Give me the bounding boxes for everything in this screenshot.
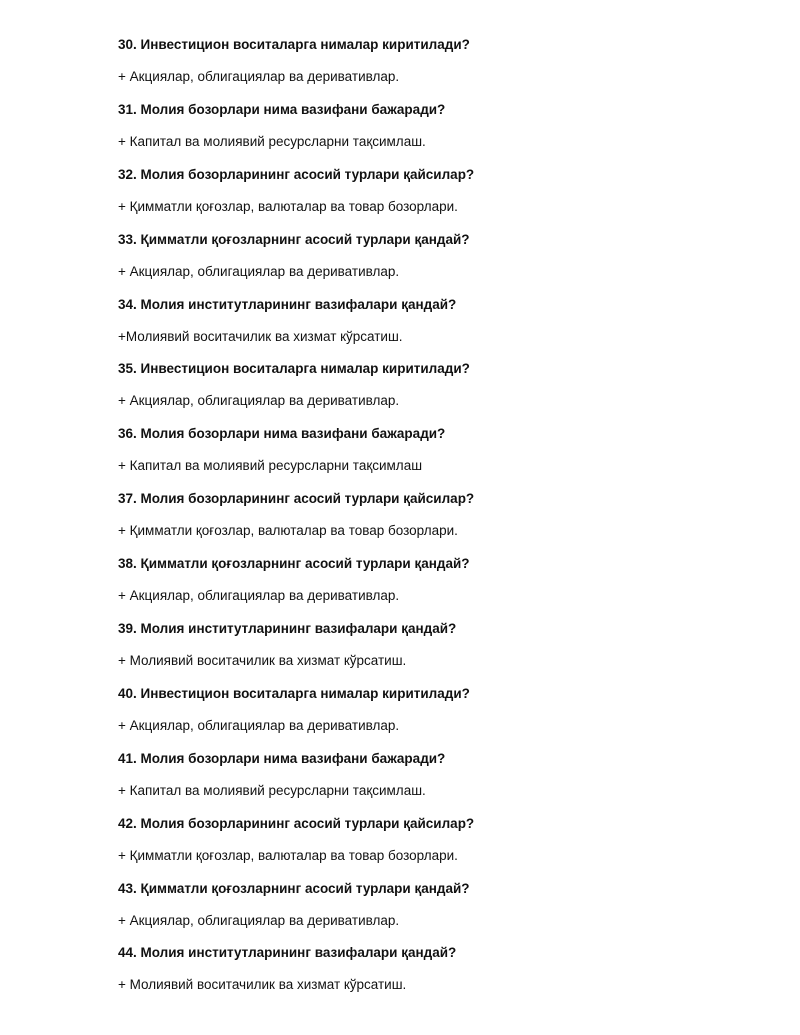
question-text: 37. Молия бозорларининг асосий турлари қайсилар? — [118, 491, 475, 507]
answer-text: + Молиявий воситачилик ва хизмат кўрсатиш. — [118, 653, 407, 669]
answer-text: + Акциялар, облигациялар ва деривативлар. — [118, 588, 400, 604]
question-text: 31. Молия бозорлари нима вазифани бажаради? — [118, 101, 446, 117]
question-text: 41. Молия бозорлари нима вазифани бажаради? — [118, 750, 446, 766]
question-text: 35. Инвестицион воситаларга нималар киритилади? — [118, 361, 470, 377]
answer-text: + Қимматли қоғозлар, валюталар ва товар бозорлари. — [118, 523, 458, 539]
answer-text: +Молиявий воситачилик ва хизмат кўрсатиш. — [118, 328, 403, 344]
qa-item — [118, 36, 758, 101]
question-text: 34. Молия институтларининг вазифалари қандай? — [118, 296, 457, 312]
question-text: 44. Молия институтларининг вазифалари қандай? — [118, 945, 457, 961]
question-text: 40. Инвестицион воситаларга нималар киритилади? — [118, 685, 470, 701]
qa-item — [118, 360, 758, 425]
qa-item — [118, 685, 758, 750]
question-text: 39. Молия институтларининг вазифалари қандай? — [118, 621, 457, 637]
qa-item — [118, 815, 758, 880]
answer-text: + Акциялар, облигациялар ва деривативлар. — [118, 912, 400, 928]
qa-item — [118, 166, 758, 231]
qa-item — [118, 231, 758, 296]
answer-text: + Қимматли қоғозлар, валюталар ва товар бозорлари. — [118, 198, 458, 214]
question-text: 42. Молия бозорларининг асосий турлари қайсилар? — [118, 815, 475, 831]
qa-item — [118, 880, 758, 945]
answer-text: + Капитал ва молиявий ресурсларни тақсимлаш. — [118, 133, 426, 149]
question-text: 43. Қимматли қоғозларнинг асосий турлари қандай? — [118, 880, 470, 896]
answer-text: + Капитал ва молиявий ресурсларни тақсимлаш. — [118, 782, 426, 798]
qa-item — [118, 555, 758, 620]
answer-text: + Акциялар, облигациялар ва деривативлар. — [118, 717, 400, 733]
qa-item — [118, 490, 758, 555]
question-text: 30. Инвестицион воситаларга нималар киритилади? — [118, 37, 470, 52]
qa-item — [118, 750, 758, 815]
answer-text: + Қимматли қоғозлар, валюталар ва товар бозорлари. — [118, 847, 458, 863]
qa-item — [118, 101, 758, 166]
answer-text: + Акциялар, облигациялар ва деривативлар. — [118, 69, 400, 84]
question-text: 33. Қимматли қоғозларнинг асосий турлари қандай? — [118, 231, 470, 247]
qa-item — [118, 620, 758, 685]
qa-item — [118, 296, 758, 361]
qa-item — [118, 944, 758, 1009]
qa-item — [118, 425, 758, 490]
answer-text: + Молиявий воситачилик ва хизмат кўрсатиш. — [118, 977, 407, 993]
question-text: 36. Молия бозорлари нима вазифани бажаради? — [118, 426, 446, 442]
answer-text: + Акциялар, облигациялар ва деривативлар. — [118, 263, 400, 279]
question-text: 32. Молия бозорларининг асосий турлари қайсилар? — [118, 166, 475, 182]
answer-text: + Акциялар, облигациялар ва деривативлар. — [118, 393, 400, 409]
qa-document — [118, 36, 758, 1009]
question-text: 38. Қимматли қоғозларнинг асосий турлари қандай? — [118, 556, 470, 572]
answer-text: + Капитал ва молиявий ресурсларни тақсимлаш — [118, 458, 423, 474]
